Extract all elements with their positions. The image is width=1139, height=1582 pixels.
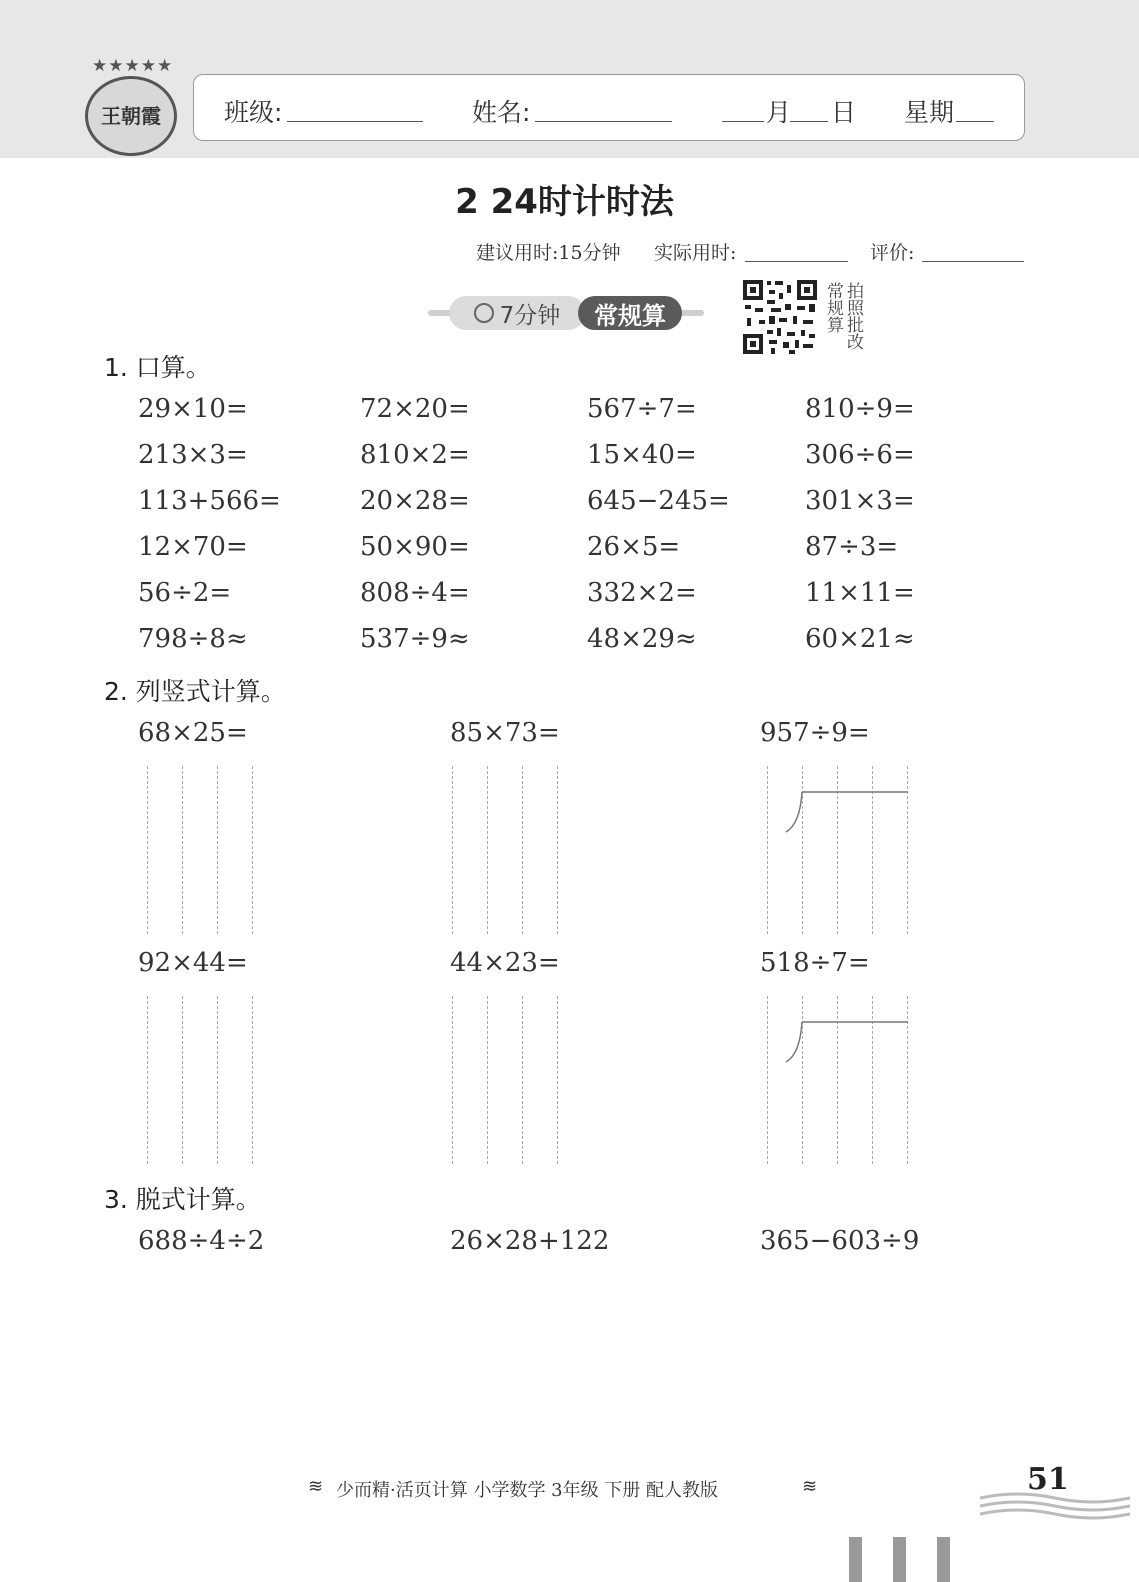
class-field[interactable] — [287, 121, 423, 122]
oral-problem: 810×2= — [360, 440, 470, 470]
suggested-time: 建议用时:15分钟 — [476, 242, 621, 264]
oral-problem: 72×20= — [360, 394, 470, 424]
rating-field[interactable] — [922, 261, 1024, 262]
footer-text: 少而精·活页计算 小学数学 3年级 下册 配人教版 — [336, 1480, 719, 1501]
oral-problem: 20×28= — [360, 486, 470, 516]
work-guide-line — [452, 996, 453, 1164]
actual-time-field[interactable] — [745, 261, 848, 262]
rating-label: 评价: — [870, 242, 915, 264]
work-guide-line — [217, 996, 218, 1164]
stepwise-problem: 26×28+122 — [450, 1226, 610, 1256]
work-guide-line — [182, 996, 183, 1164]
vertical-problem: 68×25= — [138, 718, 248, 748]
work-guide-line — [147, 996, 148, 1164]
oral-problem: 332×2= — [587, 578, 697, 608]
oral-problem: 537÷9≈ — [360, 624, 470, 654]
work-guide-line — [252, 766, 253, 934]
oral-problem: 29×10= — [138, 394, 248, 424]
page-wave-decoration-icon — [980, 1488, 1130, 1524]
stepwise-problem: 688÷4÷2 — [138, 1226, 265, 1256]
oral-problem: 113+566= — [138, 486, 281, 516]
long-division-bracket-icon — [784, 1018, 910, 1066]
medal-icon — [474, 303, 494, 323]
month-field[interactable] — [722, 121, 764, 122]
publisher-logo — [85, 76, 177, 156]
work-guide-line — [452, 766, 453, 934]
vertical-problem: 518÷7= — [760, 948, 870, 978]
oral-problem: 306÷6= — [805, 440, 915, 470]
work-guide-line — [487, 766, 488, 934]
oral-problem: 301×3= — [805, 486, 915, 516]
work-guide-line — [767, 996, 768, 1164]
oral-problem: 645−245= — [587, 486, 730, 516]
logo-stars-icon: ★★★★★ — [92, 56, 174, 76]
work-guide-line — [767, 766, 768, 934]
badge-label: 常规算 — [578, 296, 682, 330]
oral-problem: 798÷8≈ — [138, 624, 248, 654]
oral-problem: 87÷3= — [805, 532, 899, 562]
work-guide-line — [182, 766, 183, 934]
edge-tab-bar — [893, 1537, 906, 1582]
page-number: 51 — [1027, 1462, 1069, 1497]
qr-code-icon[interactable] — [741, 278, 819, 356]
name-label: 姓名: — [472, 98, 531, 127]
oral-problem: 26×5= — [587, 532, 681, 562]
section-3-title: 3. 脱式计算。 — [104, 1185, 261, 1214]
work-guide-line — [487, 996, 488, 1164]
vertical-problem: 44×23= — [450, 948, 560, 978]
work-guide-line — [252, 996, 253, 1164]
class-label: 班级: — [224, 98, 283, 127]
weekday-label: 星期 — [904, 98, 955, 127]
long-division-bracket-icon — [784, 788, 910, 836]
work-guide-line — [147, 766, 148, 934]
footer-wave-icon: ≋ — [308, 1476, 324, 1497]
badge-time: 7分钟 — [499, 302, 561, 329]
edge-tab-bar — [849, 1537, 862, 1582]
oral-problem: 11×11= — [805, 578, 915, 608]
work-guide-line — [557, 996, 558, 1164]
oral-problem: 808÷4= — [360, 578, 470, 608]
stepwise-problem: 365−603÷9 — [760, 1226, 920, 1256]
oral-problem: 56÷2= — [138, 578, 232, 608]
logo-text: 王朝霞 — [101, 104, 161, 128]
oral-problem: 12×70= — [138, 532, 248, 562]
day-field[interactable] — [790, 121, 828, 122]
vertical-problem: 957÷9= — [760, 718, 870, 748]
qr-caption-1: 常规算 — [823, 282, 843, 333]
footer-wave-icon: ≋ — [802, 1476, 818, 1497]
name-field[interactable] — [535, 121, 672, 122]
oral-problem: 213×3= — [138, 440, 248, 470]
oral-problem: 50×90= — [360, 532, 470, 562]
oral-problem: 810÷9= — [805, 394, 915, 424]
day-label: 日 — [831, 98, 857, 127]
work-guide-line — [522, 996, 523, 1164]
work-guide-line — [522, 766, 523, 934]
oral-problem: 15×40= — [587, 440, 697, 470]
oral-problem: 48×29≈ — [587, 624, 697, 654]
oral-problem: 60×21≈ — [805, 624, 915, 654]
student-info-box — [193, 74, 1025, 141]
month-label: 月 — [766, 98, 792, 127]
work-guide-line — [217, 766, 218, 934]
section-1-title: 1. 口算。 — [104, 353, 211, 382]
oral-problem: 567÷7= — [587, 394, 697, 424]
section-2-title: 2. 列竖式计算。 — [104, 677, 286, 706]
time-badge — [449, 296, 585, 330]
edge-tab-bar — [937, 1537, 950, 1582]
vertical-problem: 85×73= — [450, 718, 560, 748]
weekday-field[interactable] — [956, 121, 994, 122]
page-title: 2 24时计时法 — [455, 182, 674, 222]
qr-caption-2: 拍照批改 — [843, 282, 863, 350]
work-guide-line — [557, 766, 558, 934]
actual-time-label: 实际用时: — [654, 242, 737, 264]
vertical-problem: 92×44= — [138, 948, 248, 978]
